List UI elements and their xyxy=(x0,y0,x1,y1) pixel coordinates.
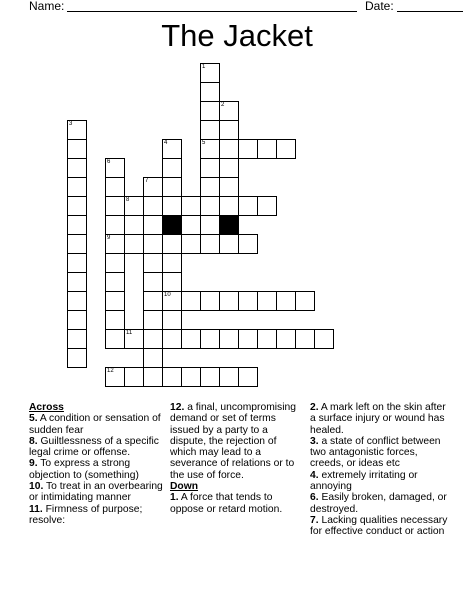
clue-number: 7 xyxy=(145,178,149,184)
clue-across-10: 10. To treat in an overbearing or intimidating manner xyxy=(29,481,163,504)
grid-cell[interactable] xyxy=(143,177,163,197)
grid-cell[interactable] xyxy=(105,215,125,235)
grid-cell[interactable] xyxy=(238,329,258,349)
grid-cell[interactable] xyxy=(219,291,239,311)
grid-cell[interactable] xyxy=(105,158,125,178)
grid-cell[interactable] xyxy=(67,329,87,349)
down-heading: Down xyxy=(170,481,199,493)
clue-down-6: 6. Easily broken, damaged, or destroyed. xyxy=(310,492,447,515)
grid-cell[interactable] xyxy=(67,120,87,140)
clues-column-2 xyxy=(170,402,305,515)
grid-cell[interactable] xyxy=(200,101,220,121)
grid-cell[interactable] xyxy=(105,291,125,311)
clue-across-12: 12. a final, uncompromising demand or set of terms issued by a party to a dispute, the rejection of which may lead to a severance of relations or to the use of force. xyxy=(170,402,296,481)
grid-cell[interactable] xyxy=(67,310,87,330)
grid-cell[interactable] xyxy=(200,196,220,216)
date-label: Date: xyxy=(365,0,394,13)
clue-number: 1 xyxy=(202,64,206,70)
grid-cell[interactable] xyxy=(181,234,201,254)
across-heading: Across xyxy=(29,402,64,413)
grid-cell[interactable] xyxy=(162,196,182,216)
clue-number: 12 xyxy=(107,368,114,374)
grid-cell[interactable] xyxy=(124,215,144,235)
grid-cell[interactable] xyxy=(67,215,87,235)
clue-number: 3 xyxy=(69,121,73,127)
grid-cell[interactable] xyxy=(219,329,239,349)
grid-cell[interactable] xyxy=(162,158,182,178)
clue-across-8: 8. Guiltlessness of a specific legal crime or offense. xyxy=(29,435,159,459)
grid-cell[interactable] xyxy=(219,120,239,140)
grid-cell[interactable] xyxy=(143,367,163,387)
clue-down-2: 2. A mark left on the skin after a surface injury or wound has healed. xyxy=(310,402,446,436)
grid-cell[interactable] xyxy=(124,234,144,254)
grid-cell[interactable] xyxy=(67,291,87,311)
clue-down-7: 7. Lacking qualities necessary for effective conduct or action xyxy=(310,514,448,538)
clue-number: 6 xyxy=(107,159,111,165)
grid-cell[interactable] xyxy=(162,177,182,197)
grid-cell[interactable] xyxy=(162,139,182,159)
grid-cell[interactable] xyxy=(143,253,163,273)
clue-number: 10 xyxy=(164,292,171,298)
grid-block xyxy=(219,215,239,235)
grid-cell[interactable] xyxy=(181,329,201,349)
grid-cell[interactable] xyxy=(181,291,201,311)
grid-cell[interactable] xyxy=(105,234,125,254)
grid-cell[interactable] xyxy=(105,272,125,292)
grid-cell[interactable] xyxy=(181,215,201,235)
grid-cell[interactable] xyxy=(67,196,87,216)
clue-number: 9 xyxy=(107,235,111,241)
name-label: Name: xyxy=(29,0,65,13)
grid-cell[interactable] xyxy=(105,310,125,330)
grid-cell[interactable] xyxy=(295,291,315,311)
grid-cell[interactable] xyxy=(219,367,239,387)
grid-cell[interactable] xyxy=(276,329,296,349)
clue-number: 4 xyxy=(164,140,168,146)
grid-cell[interactable] xyxy=(200,63,220,83)
grid-cell[interactable] xyxy=(200,291,220,311)
clues-column-1 xyxy=(29,402,169,526)
grid-cell[interactable] xyxy=(143,291,163,311)
grid-cell[interactable] xyxy=(105,367,125,387)
grid-cell[interactable] xyxy=(162,253,182,273)
grid-cell[interactable] xyxy=(219,101,239,121)
grid-cell[interactable] xyxy=(143,215,163,235)
grid-cell[interactable] xyxy=(276,139,296,159)
grid-cell[interactable] xyxy=(143,348,163,368)
clue-across-11: 11. Firmness of purpose; resolve: xyxy=(29,503,143,526)
grid-cell[interactable] xyxy=(238,367,258,387)
grid-cell[interactable] xyxy=(200,120,220,140)
grid-cell[interactable] xyxy=(67,234,87,254)
grid-cell[interactable] xyxy=(105,253,125,273)
grid-cell[interactable] xyxy=(219,234,239,254)
grid-cell[interactable] xyxy=(105,196,125,216)
grid-cell[interactable] xyxy=(257,196,277,216)
clue-number: 11 xyxy=(126,330,133,336)
grid-cell[interactable] xyxy=(143,272,163,292)
grid-cell[interactable] xyxy=(314,329,334,349)
grid-cell[interactable] xyxy=(67,272,87,292)
puzzle-title: The Jacket xyxy=(161,18,313,53)
clue-number: 5 xyxy=(202,140,206,146)
grid-cell[interactable] xyxy=(219,158,239,178)
grid-block xyxy=(162,215,182,235)
clue-down-1: 1. A force that tends to oppose or retard motion. xyxy=(170,492,283,515)
grid-cell[interactable] xyxy=(105,329,125,349)
grid-cell[interactable] xyxy=(257,291,277,311)
grid-cell[interactable] xyxy=(238,291,258,311)
grid-cell[interactable] xyxy=(67,253,87,273)
grid-cell[interactable] xyxy=(257,329,277,349)
grid-cell[interactable] xyxy=(200,158,220,178)
grid-cell[interactable] xyxy=(219,196,239,216)
grid-cell[interactable] xyxy=(124,329,144,349)
grid-cell[interactable] xyxy=(238,234,258,254)
grid-cell[interactable] xyxy=(200,367,220,387)
grid-cell[interactable] xyxy=(67,158,87,178)
grid-cell[interactable] xyxy=(67,139,87,159)
grid-cell[interactable] xyxy=(257,139,277,159)
grid-cell[interactable] xyxy=(162,329,182,349)
clue-number: 2 xyxy=(221,102,225,108)
grid-cell[interactable] xyxy=(276,291,296,311)
grid-cell[interactable] xyxy=(238,196,258,216)
grid-cell[interactable] xyxy=(295,329,315,349)
grid-cell[interactable] xyxy=(200,139,220,159)
grid-cell[interactable] xyxy=(238,139,258,159)
grid-cell[interactable] xyxy=(143,196,163,216)
grid-cell[interactable] xyxy=(219,177,239,197)
clue-down-3: 3. a state of conflict between two antagonistic forces, creeds, or ideas etc xyxy=(310,435,441,470)
grid-cell[interactable] xyxy=(143,329,163,349)
grid-cell[interactable] xyxy=(143,310,163,330)
clue-number: 8 xyxy=(126,197,130,203)
grid-cell[interactable] xyxy=(67,177,87,197)
grid-cell[interactable] xyxy=(200,329,220,349)
grid-cell[interactable] xyxy=(162,272,182,292)
grid-cell[interactable] xyxy=(200,177,220,197)
grid-cell[interactable] xyxy=(162,234,182,254)
clue-across-9: 9. To express a strong objection to (something) xyxy=(29,458,139,481)
grid-cell[interactable] xyxy=(200,82,220,102)
grid-cell[interactable] xyxy=(181,367,201,387)
grid-cell[interactable] xyxy=(162,291,182,311)
grid-cell[interactable] xyxy=(105,177,125,197)
grid-cell[interactable] xyxy=(162,310,182,330)
grid-cell[interactable] xyxy=(124,367,144,387)
grid-cell[interactable] xyxy=(124,196,144,216)
grid-cell[interactable] xyxy=(219,139,239,159)
clue-down-4: 4. extremely irritating or annoying xyxy=(310,469,418,493)
grid-cell[interactable] xyxy=(200,215,220,235)
clue-across-5: 5. A condition or sensation of sudden fear xyxy=(29,413,161,436)
clues-column-3 xyxy=(310,402,450,538)
grid-cell[interactable] xyxy=(200,234,220,254)
grid-cell[interactable] xyxy=(143,234,163,254)
grid-cell[interactable] xyxy=(162,367,182,387)
grid-cell[interactable] xyxy=(181,196,201,216)
grid-cell[interactable] xyxy=(67,348,87,368)
